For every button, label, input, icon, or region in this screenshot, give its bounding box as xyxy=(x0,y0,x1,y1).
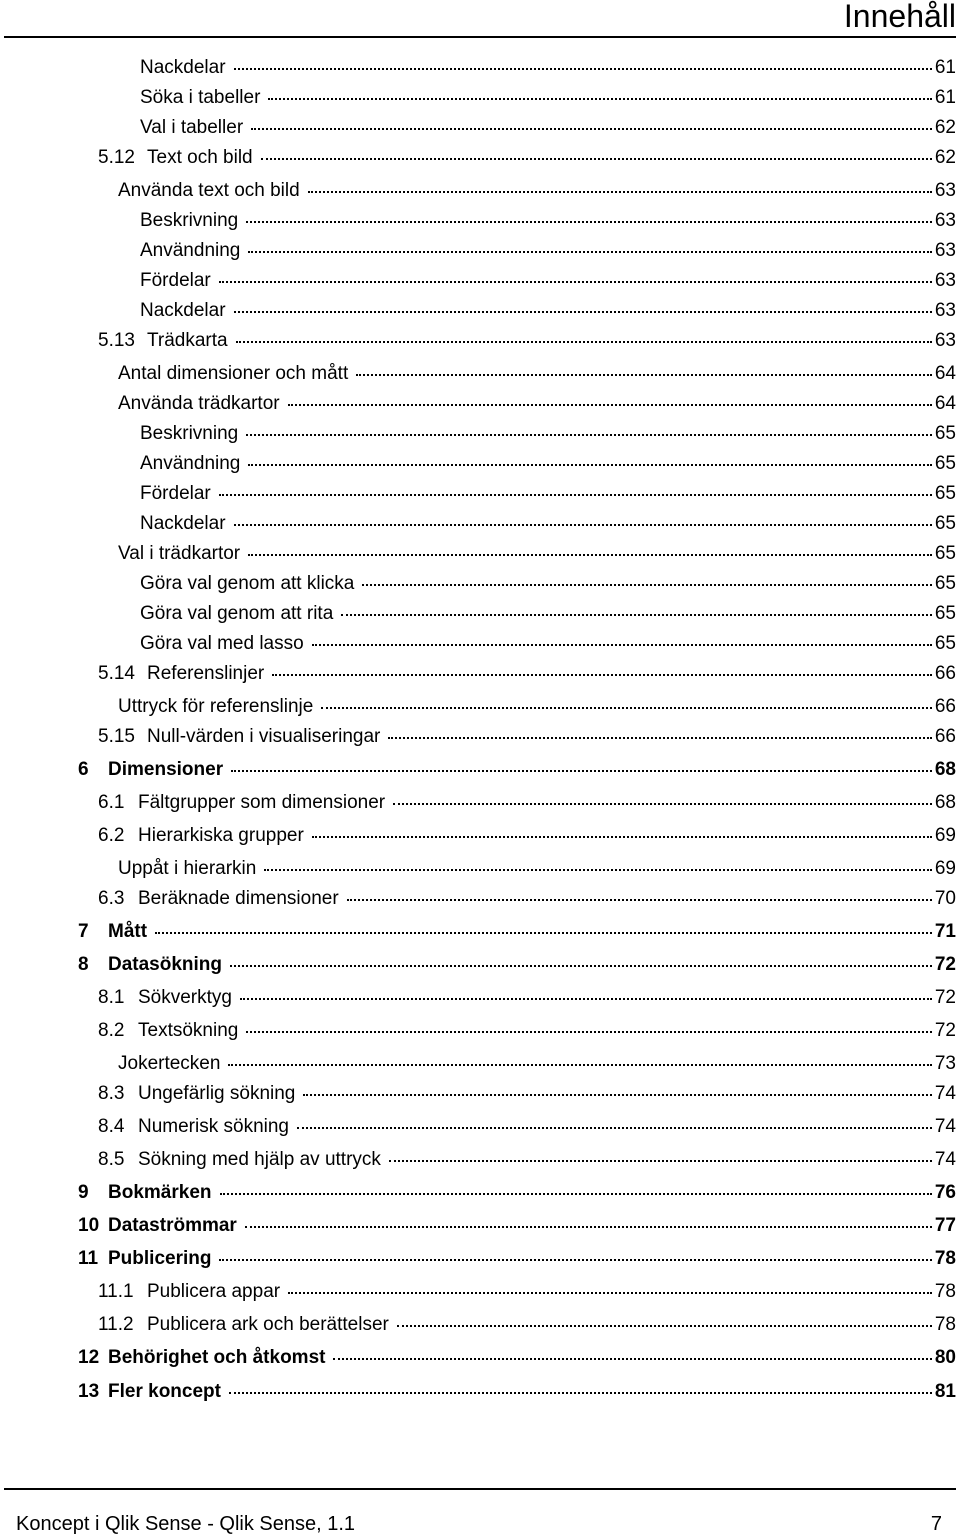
toc-entry-label: Uppåt i hierarkin xyxy=(118,858,257,879)
toc-entry-label: Fältgrupper som dimensioner xyxy=(138,792,386,813)
toc-entry-label: Antal dimensioner och mått xyxy=(118,363,349,384)
toc-entry-page: 65 xyxy=(934,543,956,564)
toc-entry-label: Nackdelar xyxy=(140,300,226,321)
dot-leader xyxy=(234,68,932,70)
toc-entry[interactable] xyxy=(98,329,956,353)
toc-entry[interactable] xyxy=(78,1181,956,1205)
toc-entry-number: 6 xyxy=(78,759,89,780)
toc-entry-page: 72 xyxy=(934,954,956,975)
toc-entry-label: Behörighet och åtkomst xyxy=(108,1347,326,1368)
toc-entry[interactable] xyxy=(98,1082,956,1106)
toc-entry-label: Referenslinjer xyxy=(147,663,265,684)
toc-entry-label: Numerisk sökning xyxy=(138,1116,289,1137)
toc-entry[interactable] xyxy=(98,1115,956,1139)
toc-entry-page: 62 xyxy=(934,117,956,138)
toc-entry-number: 7 xyxy=(78,921,89,942)
dot-leader xyxy=(231,770,932,772)
toc-entry-page: 74 xyxy=(934,1149,956,1170)
toc-entry[interactable] xyxy=(98,662,956,686)
toc-entry-number: 5.15 xyxy=(98,726,135,747)
toc-entry-label: Söka i tabeller xyxy=(140,87,261,108)
toc-entry-page: 80 xyxy=(934,1347,956,1368)
dot-leader xyxy=(388,737,931,739)
dot-leader xyxy=(333,1358,931,1360)
toc-entry-page: 81 xyxy=(934,1381,956,1402)
toc-entry-page: 71 xyxy=(934,921,956,942)
toc-entry-number: 8.4 xyxy=(98,1116,125,1137)
toc-entry-page: 68 xyxy=(934,759,956,780)
toc-entry[interactable] xyxy=(118,695,956,719)
toc-entry-label: Textsökning xyxy=(138,1020,239,1041)
toc-entry-label: Sökning med hjälp av uttryck xyxy=(138,1149,381,1170)
dot-leader xyxy=(341,614,932,616)
dot-leader xyxy=(308,191,932,193)
toc-entry[interactable] xyxy=(140,452,956,476)
toc-entry[interactable] xyxy=(140,299,956,323)
toc-entry-label: Användning xyxy=(140,240,241,261)
dot-leader xyxy=(356,374,932,376)
toc-entry[interactable] xyxy=(98,1019,956,1043)
toc-entry[interactable] xyxy=(140,422,956,446)
toc-entry-number: 5.13 xyxy=(98,330,135,351)
toc-entry-number: 6.1 xyxy=(98,792,125,813)
toc-entry-label: Null-värden i visualiseringar xyxy=(147,726,381,747)
toc-entry-number: 8 xyxy=(78,954,89,975)
toc-entry-page: 63 xyxy=(934,180,956,201)
dot-leader xyxy=(219,281,932,283)
toc-entry-number: 12 xyxy=(78,1347,100,1368)
toc-entry-label: Publicera ark och berättelser xyxy=(147,1314,389,1335)
toc-entry-label: Fördelar xyxy=(140,270,211,291)
toc-entry-label: Fördelar xyxy=(140,483,211,504)
toc-entry[interactable] xyxy=(78,1346,956,1370)
toc-entry-page: 66 xyxy=(934,663,956,684)
toc-entry-label: Hierarkiska grupper xyxy=(138,825,304,846)
toc-entry-page: 78 xyxy=(934,1281,956,1302)
toc-entry[interactable] xyxy=(98,1148,956,1172)
toc-entry[interactable] xyxy=(140,602,956,626)
toc-entry-page: 63 xyxy=(934,240,956,261)
toc-entry[interactable] xyxy=(98,1313,956,1337)
dot-leader xyxy=(297,1127,932,1129)
dot-leader xyxy=(240,998,932,1000)
toc-entry[interactable] xyxy=(118,179,956,203)
toc-entry-label: Publicera appar xyxy=(147,1281,281,1302)
dot-leader xyxy=(347,899,932,901)
toc-entry-page: 63 xyxy=(934,330,956,351)
toc-entry-label: Jokertecken xyxy=(118,1053,221,1074)
toc-entry-number: 11.1 xyxy=(98,1281,134,1302)
dot-leader xyxy=(393,803,932,805)
toc-entry-label: Val i tabeller xyxy=(140,117,244,138)
toc-entry-page: 65 xyxy=(934,483,956,504)
toc-entry[interactable] xyxy=(140,269,956,293)
toc-entry-number: 5.14 xyxy=(98,663,135,684)
dot-leader xyxy=(397,1325,932,1327)
dot-leader xyxy=(229,1392,932,1394)
toc-entry[interactable] xyxy=(118,857,956,881)
toc-entry-page: 74 xyxy=(934,1116,956,1137)
dot-leader xyxy=(288,1292,932,1294)
dot-leader xyxy=(303,1094,931,1096)
toc-entry-label: Mått xyxy=(108,921,148,942)
dot-leader xyxy=(248,251,931,253)
toc-entry-page: 77 xyxy=(934,1215,956,1236)
toc-entry-label: Val i trädkartor xyxy=(118,543,241,564)
toc-entry-label: Beräknade dimensioner xyxy=(138,888,339,909)
toc-entry[interactable] xyxy=(118,1052,956,1076)
toc-entry-number: 9 xyxy=(78,1182,89,1203)
toc-entry-page: 72 xyxy=(934,1020,956,1041)
toc-entry-label: Uttryck för referenslinje xyxy=(118,696,314,717)
toc-entry-page: 69 xyxy=(934,858,956,879)
toc-entry-label: Fler koncept xyxy=(108,1381,221,1402)
toc-entry-number: 5.12 xyxy=(98,147,135,168)
page-title: Innehåll xyxy=(843,0,956,34)
toc-entry-page: 65 xyxy=(934,513,956,534)
dot-leader xyxy=(268,98,931,100)
toc-entry-number: 10 xyxy=(78,1215,100,1236)
toc-entry-page: 65 xyxy=(934,453,956,474)
toc-entry-page: 78 xyxy=(934,1248,956,1269)
toc-entry-label: Göra val genom att rita xyxy=(140,603,334,624)
footer-page-number: 7 xyxy=(930,1513,942,1535)
dot-leader xyxy=(228,1064,931,1066)
dot-leader xyxy=(246,221,932,223)
dot-leader xyxy=(261,158,932,160)
toc-entry-number: 11.2 xyxy=(98,1314,134,1335)
dot-leader xyxy=(220,1193,932,1195)
toc-entry-page: 66 xyxy=(934,696,956,717)
toc-entry-label: Använda text och bild xyxy=(118,180,300,201)
toc-entry-page: 73 xyxy=(934,1053,956,1074)
toc-entry-number: 13 xyxy=(78,1381,100,1402)
toc-entry-page: 78 xyxy=(934,1314,956,1335)
toc-entry[interactable] xyxy=(78,1247,956,1271)
toc-entry[interactable] xyxy=(98,1280,956,1304)
toc-entry[interactable] xyxy=(98,986,956,1010)
dot-leader xyxy=(219,494,932,496)
toc-entry-page: 64 xyxy=(934,363,956,384)
toc-entry[interactable] xyxy=(98,725,956,749)
toc-entry-label: Beskrivning xyxy=(140,210,239,231)
dot-leader xyxy=(236,341,932,343)
toc-entry[interactable] xyxy=(140,512,956,536)
dot-leader xyxy=(389,1160,932,1162)
dot-leader xyxy=(246,434,932,436)
toc-entry[interactable] xyxy=(140,572,956,596)
toc-entry-page: 72 xyxy=(934,987,956,1008)
toc-entry[interactable] xyxy=(98,791,956,815)
footer-divider xyxy=(4,1488,956,1490)
toc-entry-label: Text och bild xyxy=(147,147,253,168)
toc-entry-page: 70 xyxy=(934,888,956,909)
dot-leader xyxy=(219,1259,931,1261)
toc-entry-page: 74 xyxy=(934,1083,956,1104)
toc-entry[interactable] xyxy=(78,758,956,782)
toc-entry[interactable] xyxy=(98,146,956,170)
toc-entry-number: 8.5 xyxy=(98,1149,125,1170)
toc-entry-page: 66 xyxy=(934,726,956,747)
toc-entry[interactable] xyxy=(140,209,956,233)
toc-entry-page: 69 xyxy=(934,825,956,846)
toc-entry-page: 62 xyxy=(934,147,956,168)
toc-entry-label: Använda trädkartor xyxy=(118,393,280,414)
toc-entry-label: Dimensioner xyxy=(108,759,224,780)
dot-leader xyxy=(248,554,932,556)
dot-leader xyxy=(288,404,932,406)
toc-entry-page: 65 xyxy=(934,603,956,624)
toc-entry-number: 8.2 xyxy=(98,1020,125,1041)
toc-entry-page: 64 xyxy=(934,393,956,414)
toc-entry[interactable] xyxy=(118,362,956,386)
toc-entry[interactable] xyxy=(140,86,956,110)
dot-leader xyxy=(264,869,932,871)
toc-entry-number: 6.3 xyxy=(98,888,125,909)
toc-entry-label: Nackdelar xyxy=(140,513,226,534)
footer-document-title: Koncept i Qlik Sense - Qlik Sense, 1.1 xyxy=(16,1513,356,1535)
toc-entry[interactable] xyxy=(78,920,956,944)
toc-entry-page: 65 xyxy=(934,423,956,444)
dot-leader xyxy=(230,965,932,967)
toc-entry-page: 61 xyxy=(934,57,956,78)
dot-leader xyxy=(312,836,932,838)
dot-leader xyxy=(362,584,931,586)
toc-entry-number: 8.1 xyxy=(98,987,125,1008)
toc-entry[interactable] xyxy=(140,239,956,263)
toc-entry-label: Användning xyxy=(140,453,241,474)
toc-entry-number: 11 xyxy=(78,1248,99,1269)
dot-leader xyxy=(234,524,932,526)
toc-entry-page: 63 xyxy=(934,210,956,231)
toc-entry-label: Göra val med lasso xyxy=(140,633,304,654)
toc-entry-page: 76 xyxy=(934,1182,956,1203)
dot-leader xyxy=(245,1226,932,1228)
toc-entry-number: 8.3 xyxy=(98,1083,125,1104)
toc-entry-label: Ungefärlig sökning xyxy=(138,1083,296,1104)
toc-entry[interactable] xyxy=(140,632,956,656)
toc-entry-label: Trädkarta xyxy=(147,330,228,351)
dot-leader xyxy=(272,674,932,676)
toc-entry-page: 63 xyxy=(934,270,956,291)
dot-leader xyxy=(312,644,932,646)
toc-entry-label: Göra val genom att klicka xyxy=(140,573,355,594)
dot-leader xyxy=(234,311,932,313)
toc-entry[interactable] xyxy=(140,56,956,80)
toc-entry-label: Dataströmmar xyxy=(108,1215,237,1236)
dot-leader xyxy=(321,707,932,709)
toc-entry[interactable] xyxy=(118,542,956,566)
toc-entry-label: Nackdelar xyxy=(140,57,226,78)
dot-leader xyxy=(246,1031,932,1033)
toc-entry[interactable] xyxy=(78,1214,956,1238)
toc-entry[interactable] xyxy=(98,887,956,911)
dot-leader xyxy=(155,932,932,934)
toc-entry[interactable] xyxy=(78,1380,956,1404)
toc-entry-label: Bokmärken xyxy=(108,1182,212,1203)
toc-entry[interactable] xyxy=(98,824,956,848)
toc-entry-label: Beskrivning xyxy=(140,423,239,444)
toc-entry[interactable] xyxy=(140,482,956,506)
toc-entry-label: Datasökning xyxy=(108,954,223,975)
toc-entry-page: 65 xyxy=(934,633,956,654)
toc-entry-label: Publicering xyxy=(108,1248,212,1269)
toc-entry[interactable] xyxy=(118,392,956,416)
dot-leader xyxy=(248,464,931,466)
toc-entry-page: 61 xyxy=(934,87,956,108)
toc-entry-page: 63 xyxy=(934,300,956,321)
toc-entry[interactable] xyxy=(78,953,956,977)
toc-entry-page: 65 xyxy=(934,573,956,594)
toc-entry-number: 6.2 xyxy=(98,825,125,846)
dot-leader xyxy=(251,128,932,130)
toc-entry[interactable] xyxy=(140,116,956,140)
toc-entry-label: Sökverktyg xyxy=(138,987,232,1008)
toc-entry-page: 68 xyxy=(934,792,956,813)
